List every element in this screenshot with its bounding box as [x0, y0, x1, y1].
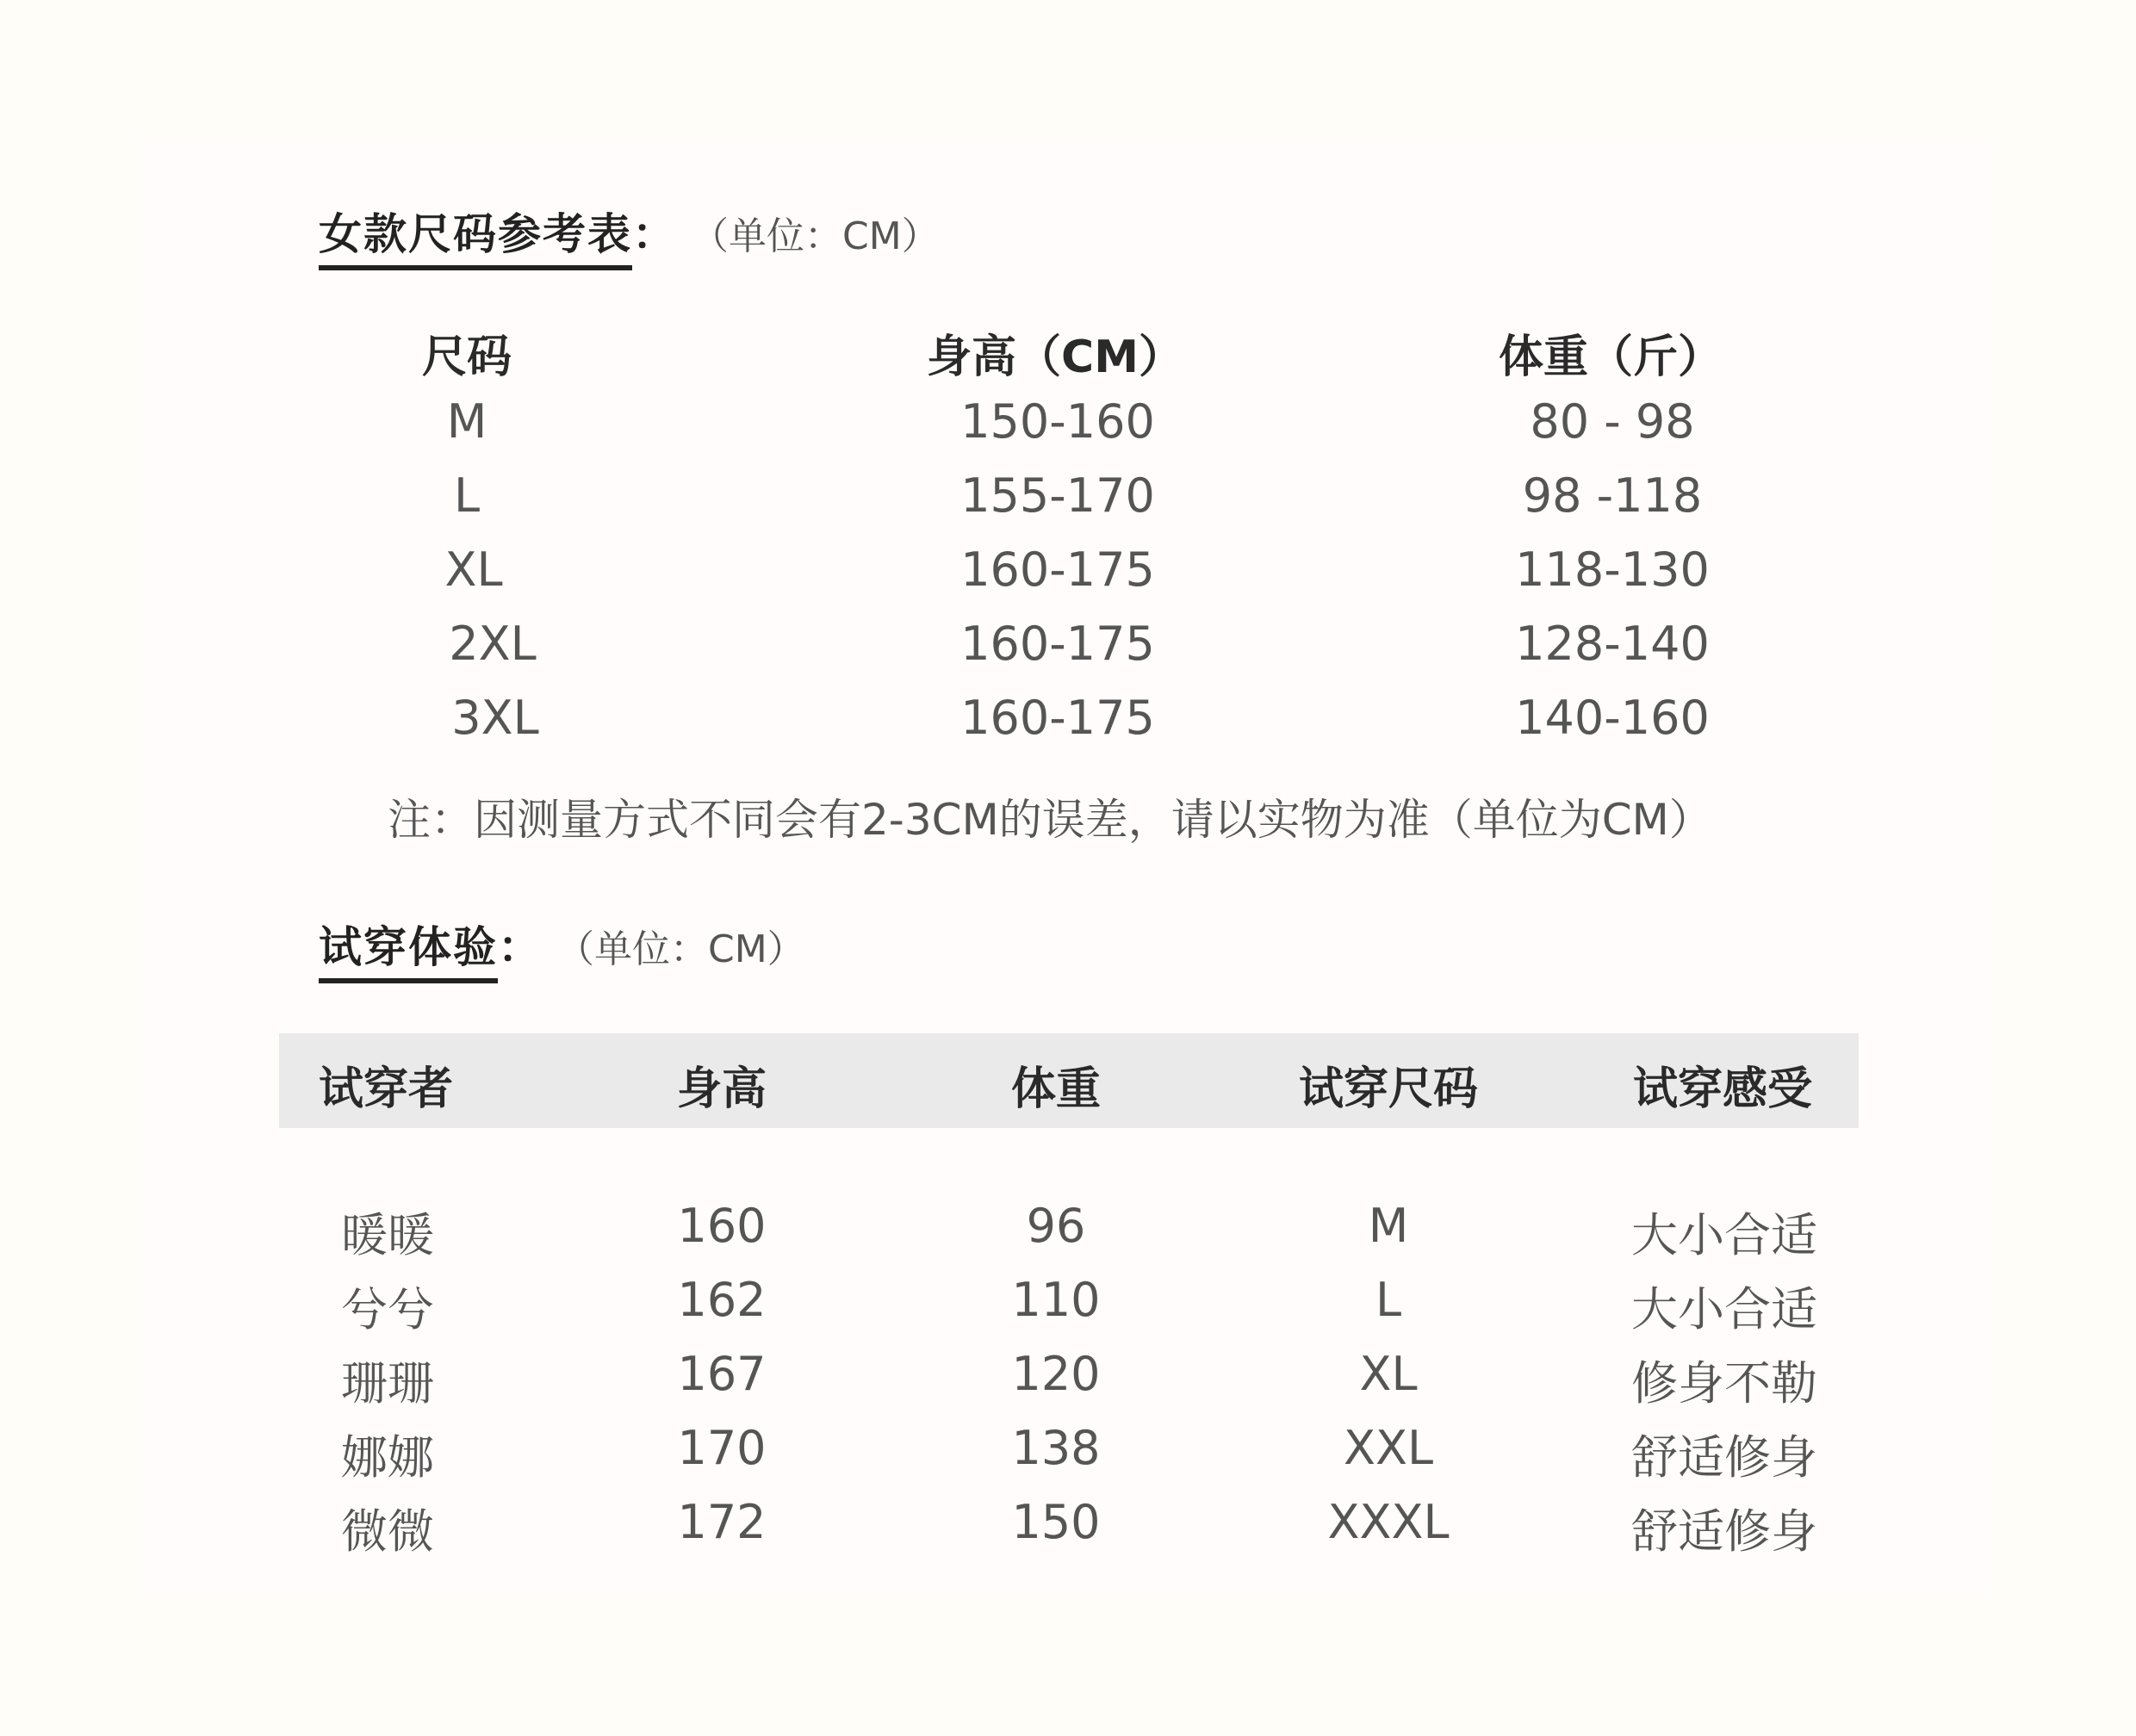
size-cell: M: [446, 394, 487, 449]
size-chart-title: [319, 200, 940, 270]
tester-weight: 96: [1026, 1199, 1086, 1253]
tester-name: 兮兮: [341, 1282, 434, 1336]
tester-size: XXL: [1343, 1421, 1434, 1475]
size-cell: XL: [444, 542, 503, 597]
tester-name: 娜娜: [341, 1430, 434, 1485]
tester-size: L: [1375, 1273, 1402, 1327]
size-cell: L: [453, 468, 481, 523]
header-weight: 体重（斤）: [1498, 332, 1723, 383]
tester-size: XXXL: [1327, 1495, 1450, 1549]
height-cell: 160-175: [960, 617, 1155, 671]
weight-cell: 98 -118: [1522, 468, 1703, 523]
weight-cell: 118-130: [1515, 542, 1710, 597]
height-cell: 155-170: [960, 468, 1155, 523]
trial-unit: （单位：CM）: [556, 927, 805, 971]
tester-size: M: [1368, 1199, 1409, 1253]
weight-cell: 140-160: [1515, 691, 1710, 745]
tester-name: 珊珊: [341, 1356, 434, 1410]
header-feeling: 试穿感受: [1632, 1063, 1813, 1115]
header-trial-size: 试穿尺码: [1298, 1063, 1479, 1115]
tester-weight: 110: [1011, 1273, 1101, 1327]
trial-title-colon: ：: [498, 922, 541, 972]
size-chart-title-text: 女款尺码参考表: [319, 200, 632, 270]
height-cell: 160-175: [960, 542, 1155, 597]
tester-name: 微微: [341, 1504, 434, 1559]
size-cell: 3XL: [451, 691, 539, 745]
header-size: 尺码: [421, 332, 512, 383]
tester-height: 160: [677, 1199, 767, 1253]
weight-cell: 128-140: [1515, 617, 1710, 671]
trial-title-text: 试穿体验: [319, 913, 498, 983]
tester-weight: 150: [1011, 1495, 1101, 1549]
header-tester: 试穿者: [318, 1063, 454, 1115]
header-height: 身高: [676, 1063, 767, 1115]
size-chart-title-colon: ：: [632, 209, 675, 259]
tester-height: 167: [677, 1347, 767, 1401]
tester-feeling: 修身不勒: [1631, 1356, 1817, 1410]
weight-cell: 80 - 98: [1530, 394, 1695, 449]
tester-height: 162: [677, 1273, 767, 1327]
tester-height: 172: [677, 1495, 767, 1549]
tester-feeling: 大小合适: [1631, 1208, 1817, 1262]
tester-weight: 138: [1011, 1421, 1101, 1475]
size-cell: 2XL: [449, 617, 537, 671]
measurement-note: 注：因测量方式不同会有2-3CM的误差，请以实物为准（单位为CM）: [388, 795, 1712, 845]
height-cell: 160-175: [960, 691, 1155, 745]
tester-feeling: 舒适修身: [1631, 1504, 1817, 1559]
tester-weight: 120: [1011, 1347, 1101, 1401]
tester-feeling: 大小合适: [1631, 1282, 1817, 1336]
header-weight: 体重: [1010, 1063, 1102, 1115]
height-cell: 150-160: [960, 394, 1155, 449]
tester-size: XL: [1359, 1347, 1418, 1401]
header-height: 身高（CM）: [927, 332, 1183, 383]
size-chart-unit: （单位：CM）: [691, 214, 940, 258]
tester-feeling: 舒适修身: [1631, 1430, 1817, 1485]
tester-height: 170: [677, 1421, 767, 1475]
trial-title: [319, 913, 805, 983]
tester-name: 暖暖: [341, 1208, 434, 1262]
